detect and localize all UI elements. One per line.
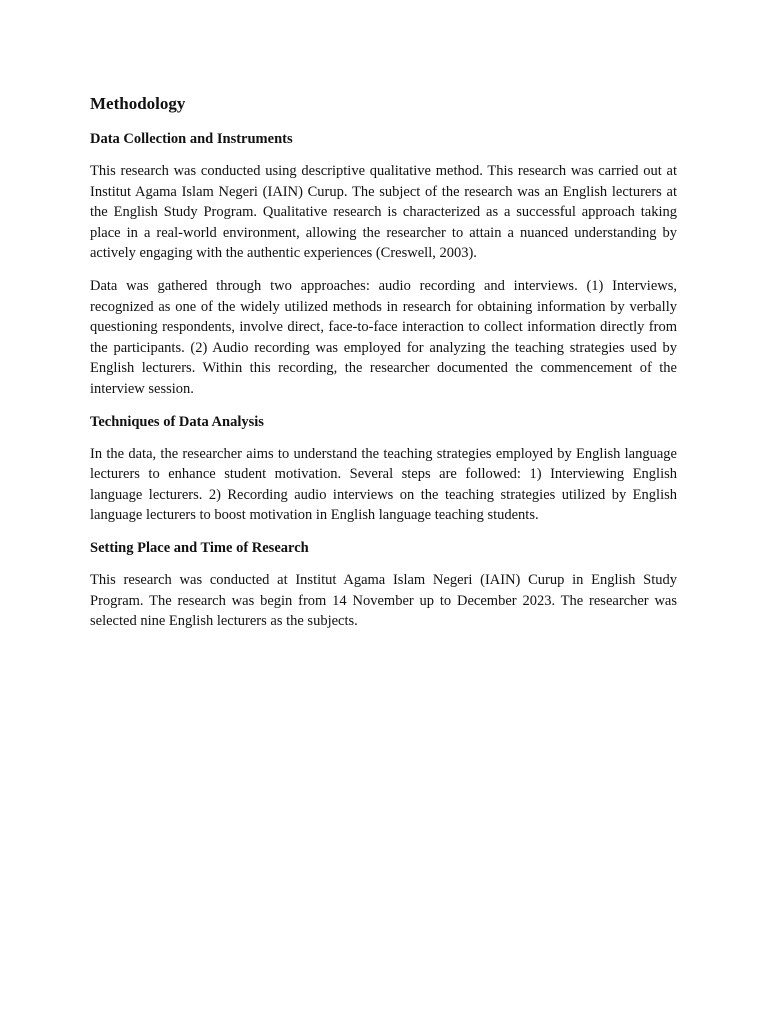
paragraph-setting-place-time-1: This research was conducted at Institut Agama Islam Negeri (IAIN) Curup in English Study Program. The research was begin from 14 November up to December 2023. The researcher was selected nine English lecturers as the subjects.: [90, 571, 677, 630]
document-page: [90, 92, 677, 644]
paragraph-data-collection-1: This research was conducted using descriptive qualitative method. This research was carried out at Institut Agama Islam Negeri (IAIN) Curup. The subject of the research was an English lecturers at the English Study Program. Qualitative research is characterized as a successful approach taking place in a real-world environment, allowing the researcher to attain a nuanced understanding by actively engaging with the authentic experiences (Creswell, 2003).: [90, 163, 677, 262]
paragraph-data-collection-2: Data was gathered through two approaches: audio recording and interviews. (1) Interviews, recognized as one of the widely utilized methods in research for obtaining information by verbally questioning respondents, involve direct, face-to-face interaction to collect information directly from the participants. (2) Audio recording was employed for analyzing the teaching strategies used by English lecturers. Within this recording, the researcher documented the commencement of the interview session.: [90, 277, 677, 397]
paragraph-data-analysis-1: In the data, the researcher aims to understand the teaching strategies employed by English language lecturers to enhance student motivation. Several steps are followed: 1) Interviewing English language lecturers. 2) Recording audio interviews on the teaching strategies utilized by English language lecturers to boost motivation in English language teaching students.: [90, 445, 677, 524]
heading-setting-place-time: Setting Place and Time of Research: [90, 539, 309, 556]
heading-data-analysis: Techniques of Data Analysis: [90, 413, 264, 430]
page-title: Methodology: [90, 94, 186, 113]
heading-data-collection: Data Collection and Instruments: [90, 131, 293, 147]
